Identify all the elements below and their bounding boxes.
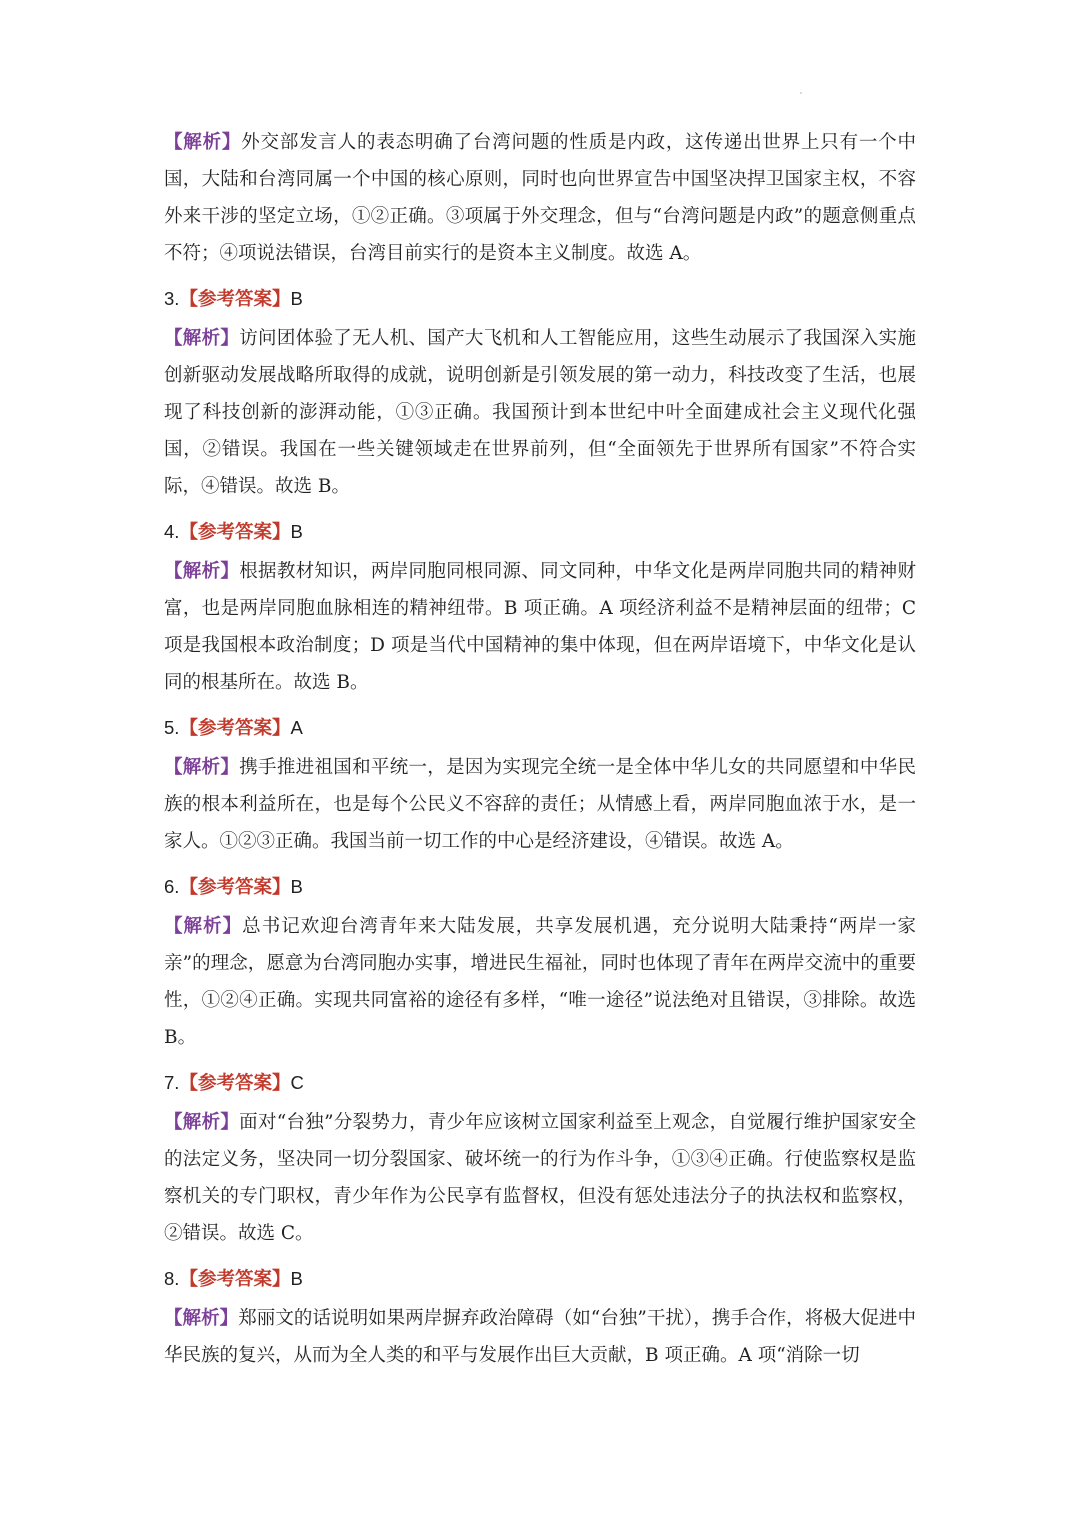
analysis-label: 【解析】 [164,132,242,153]
answer-line-3 [164,280,916,318]
analysis-text: 郑丽文的话说明如果两岸摒弃政治障碍（如“台独”干扰），携手合作，将极大促进中华民族的复兴，从而为全人类的和平与发展作出巨大贡献，B 项正确。A 项“消除一切 [164,1308,916,1366]
analysis-text: 根据教材知识，两岸同胞同根同源、同文同种，中华文化是两岸同胞共同的精神财富，也是两岸同胞血脉相连的精神纽带。B 项正确。A 项经济利益不是精神层面的纽带；C 项是我国根本政治制度；D 项是当代中国精神的集中体现，但在两岸语境下，中华文化是认同的根基所在。故选 B。 [164,561,916,693]
analysis-text: 外交部发言人的表态明确了台湾问题的性质是内政，这传递出世界上只有一个中国，大陆和台湾同属一个中国的核心原则，同时也向世界宣告中国坚决捍卫国家主权，不容外来干涉的坚定立场，①②正确。③项属于外交理念，但与“台湾问题是内政”的题意侧重点不符；④项说法错误，台湾目前实行的是资本主义制度。故选 A。 [164,132,916,264]
answer-label: 【参考答案】 [179,1269,291,1290]
answer-letter: B [290,288,303,309]
answer-letter: B [290,876,303,897]
answer-letter: C [290,1072,304,1093]
question-number: 3. [164,288,180,309]
question-number: 6. [164,876,180,897]
analysis-text: 面对“台独”分裂势力，青少年应该树立国家利益至上观念，自觉履行维护国家安全的法定义务，坚决同一切分裂国家、破坏统一的行为作斗争，①③④正确。行使监察权是监察机关的专门职权，青少年作为公民享有监督权，但没有惩处违法分子的执法权和监察权，②错误。故选 C。 [164,1112,916,1244]
page-mark [800,92,802,94]
analysis-paragraph-2 [164,124,916,272]
analysis-label: 【解析】 [164,916,243,937]
question-number: 7. [164,1072,180,1093]
analysis-paragraph-3 [164,320,916,505]
answer-label: 【参考答案】 [179,718,291,739]
analysis-paragraph-6 [164,908,916,1056]
answer-label: 【参考答案】 [179,289,291,310]
analysis-text: 访问团体验了无人机、国产大飞机和人工智能应用，这些生动展示了我国深入实施创新驱动发展战略所取得的成就，说明创新是引领发展的第一动力，科技改变了生活，也展现了科技创新的澎湃动能，①③正确。我国预计到本世纪中叶全面建成社会主义现代化强国，②错误。我国在一些关键领域走在世界前列，但“全面领先于世界所有国家”不符合实际，④错误。故选 B。 [164,328,916,497]
analysis-label: 【解析】 [164,561,240,582]
answer-line-5 [164,709,916,747]
answer-label: 【参考答案】 [179,522,291,543]
analysis-label: 【解析】 [164,1112,240,1133]
answer-line-8 [164,1260,916,1298]
analysis-text: 总书记欢迎台湾青年来大陆发展，共享发展机遇，充分说明大陆秉持“两岸一家亲”的理念，愿意为台湾同胞办实事，增进民生福祉，同时也体现了青年在两岸交流中的重要性，①②④正确。实现共同富裕的途径有多样，“唯一途径”说法绝对且错误，③排除。故选 B。 [164,916,916,1048]
answer-letter: B [290,1268,303,1289]
analysis-paragraph-7 [164,1104,916,1252]
answer-line-4 [164,513,916,551]
analysis-paragraph-4 [164,553,916,701]
question-number: 8. [164,1268,180,1289]
answer-label: 【参考答案】 [179,1073,291,1094]
analysis-label: 【解析】 [164,328,240,349]
analysis-label: 【解析】 [164,757,240,778]
analysis-paragraph-5 [164,749,916,860]
question-number: 4. [164,521,180,542]
answer-key-content [164,124,916,1374]
answer-label: 【参考答案】 [179,877,291,898]
analysis-paragraph-8 [164,1300,916,1374]
answer-line-6 [164,868,916,906]
answer-letter: B [290,521,303,542]
answer-letter: A [290,717,303,738]
question-number: 5. [164,717,180,738]
analysis-text: 携手推进祖国和平统一，是因为实现完全统一是全体中华儿女的共同愿望和中华民族的根本利益所在，也是每个公民义不容辞的责任；从情感上看，两岸同胞血浓于水，是一家人。①②③正确。我国当前一切工作的中心是经济建设，④错误。故选 A。 [164,757,916,852]
analysis-label: 【解析】 [164,1308,239,1329]
answer-line-7 [164,1064,916,1102]
